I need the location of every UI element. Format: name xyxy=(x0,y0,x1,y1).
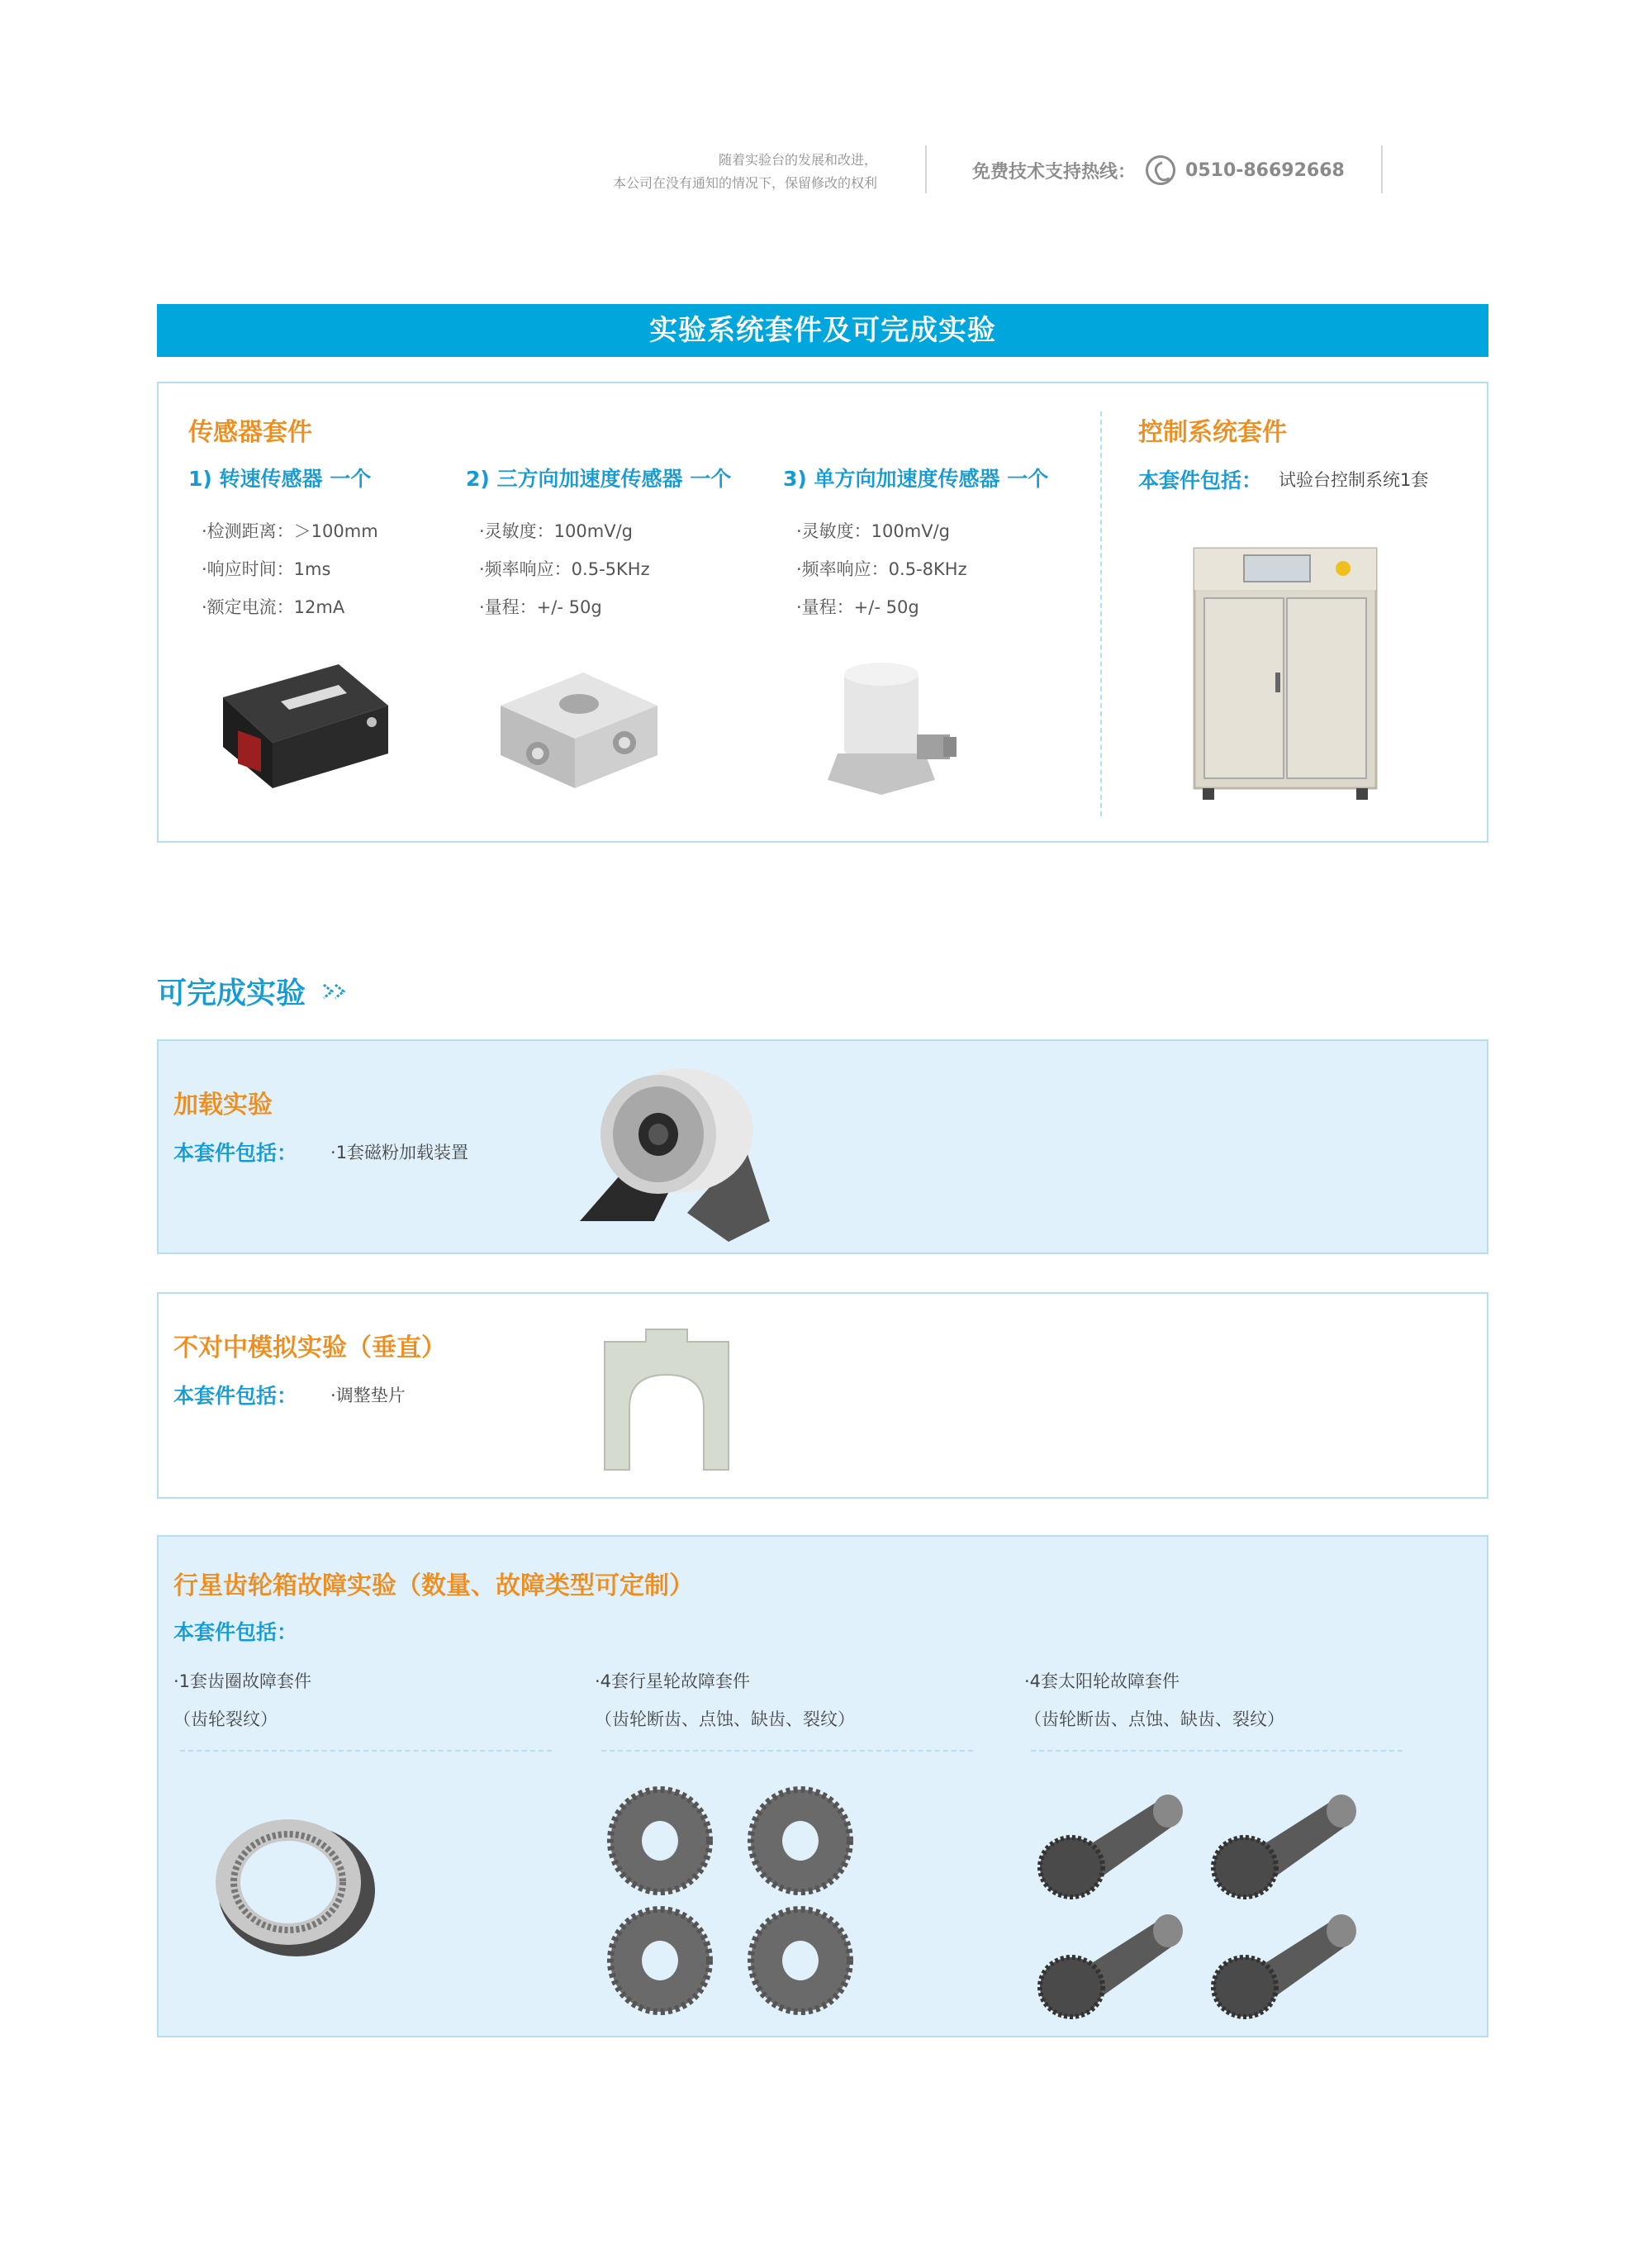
sun-gear-shaft-1 xyxy=(1040,1795,1183,1897)
ring-gear-kit xyxy=(173,1662,311,1738)
section-title-bar: 实验系统套件及可完成实验 xyxy=(157,304,1488,357)
ring-gear-kit-line-1: ·1套齿圈故障套件 xyxy=(173,1671,312,1691)
sun-gear-kit-line-2: （齿轮断齿、点蚀、缺齿、裂纹） xyxy=(1024,1709,1284,1729)
ring-gear-kit-line-2: （齿轮裂纹） xyxy=(173,1709,278,1729)
load-experiment-title: 加载实验 xyxy=(173,1091,273,1119)
control-kit-includes xyxy=(1138,464,1428,494)
control-kit-includes-value: 试验台控制系统1套 xyxy=(1279,470,1429,490)
disclaimer-line-2: 本公司在没有通知的情况下，保留修改的权利 xyxy=(612,175,877,191)
gearbox-experiment-title: 行星齿轮箱故障实验（数量、故障类型可定制） xyxy=(173,1571,694,1600)
control-kit-title: 控制系统套件 xyxy=(1138,418,1287,447)
sensor-2-spec-sensitivity: ·灵敏度：100mV/g xyxy=(479,521,633,541)
sensor-1-name: 1) 转速传感器 一个 xyxy=(188,467,372,491)
header-divider-right xyxy=(1381,145,1383,193)
load-includes-value: ·1套磁粉加载装置 xyxy=(330,1143,469,1162)
misalignment-experiment-box xyxy=(157,1292,1488,1499)
planet-gear-kit-line-1: ·4套行星轮故障套件 xyxy=(595,1671,751,1691)
disclaimer xyxy=(613,149,877,195)
experiments-heading xyxy=(157,970,349,1012)
speed-sensor-image xyxy=(215,656,396,796)
phone-icon xyxy=(1146,155,1175,185)
sun-gear-shaft-4 xyxy=(1213,1914,1356,2017)
sensor-3-spec-range: ·量程：+/- 50g xyxy=(796,597,919,617)
sun-gear-shaft-3 xyxy=(1040,1914,1183,2017)
sensor-kit-title: 传感器套件 xyxy=(188,418,312,447)
planet-gear-2 xyxy=(751,1790,850,1892)
load-includes-label: 本套件包括： xyxy=(173,1141,298,1165)
planet-gear-divider xyxy=(601,1750,973,1752)
planet-gear-kit-line-2: （齿轮断齿、点蚀、缺齿、裂纹） xyxy=(595,1709,855,1729)
sensor-1-specs xyxy=(202,512,378,626)
experiments-heading-text: 可完成实验 xyxy=(157,977,306,1010)
planet-gear-kit xyxy=(595,1662,855,1738)
control-cabinet-image xyxy=(1186,540,1384,805)
hotline-number: 0510-86692668 xyxy=(1185,159,1345,181)
sun-gear-shaft-2 xyxy=(1213,1795,1356,1897)
double-chevron-icon xyxy=(320,982,349,1001)
planet-gears-image xyxy=(606,1783,854,2023)
sun-gears-image xyxy=(1034,1785,1381,2024)
sensor-3-name: 3) 单方向加速度传感器 一个 xyxy=(783,467,1049,491)
misalignment-includes-value: ·调整垫片 xyxy=(330,1386,406,1405)
sensor-2-spec-range: ·量程：+/- 50g xyxy=(479,597,602,617)
control-kit-includes-label: 本套件包括： xyxy=(1138,468,1263,492)
ring-gear-divider xyxy=(180,1750,552,1752)
magnetic-powder-brake-image xyxy=(563,1056,786,1246)
support-hotline xyxy=(972,155,1345,185)
sensor-2-spec-frequency: ·频率响应：0.5-5KHz xyxy=(479,559,650,579)
gearbox-includes-label: 本套件包括： xyxy=(173,1620,298,1644)
sun-gear-divider xyxy=(1031,1750,1403,1752)
sensor-3-spec-frequency: ·频率响应：0.5-8KHz xyxy=(796,559,967,579)
kits-divider xyxy=(1100,411,1102,816)
kits-box xyxy=(157,382,1488,843)
sensor-3-specs xyxy=(796,512,967,626)
load-experiment-includes xyxy=(173,1137,468,1167)
misalignment-includes-label: 本套件包括： xyxy=(173,1384,298,1408)
load-experiment-box xyxy=(157,1039,1488,1254)
sun-gear-kit xyxy=(1024,1662,1284,1738)
sensor-2-name: 2) 三方向加速度传感器 一个 xyxy=(466,467,732,491)
ring-gear-image xyxy=(210,1799,383,1965)
sun-gear-kit-line-1: ·4套太阳轮故障套件 xyxy=(1024,1671,1180,1691)
shim-plate-image xyxy=(596,1325,737,1474)
gearbox-experiment-box xyxy=(157,1535,1488,2037)
sensor-1-spec-distance: ·检测距离：＞100mm xyxy=(202,521,378,541)
disclaimer-line-1: 随着实验台的发展和改进， xyxy=(718,152,877,168)
hotline-label: 免费技术支持热线： xyxy=(972,161,1137,183)
planet-gear-3 xyxy=(610,1909,710,2012)
sensor-2-specs xyxy=(479,512,650,626)
planet-gear-1 xyxy=(610,1790,710,1892)
sensor-3-spec-sensitivity: ·灵敏度：100mV/g xyxy=(796,521,950,541)
sensor-1-spec-current: ·额定电流：12mA xyxy=(202,597,345,617)
header-divider-left xyxy=(925,145,927,193)
misalignment-experiment-title: 不对中模拟实验（垂直） xyxy=(173,1333,446,1362)
misalignment-experiment-includes xyxy=(173,1380,406,1409)
sensor-1-spec-response: ·响应时间：1ms xyxy=(202,559,331,579)
planet-gear-4 xyxy=(751,1909,850,2012)
triaxial-accelerometer-image xyxy=(492,664,674,805)
uniaxial-accelerometer-image xyxy=(819,656,968,805)
